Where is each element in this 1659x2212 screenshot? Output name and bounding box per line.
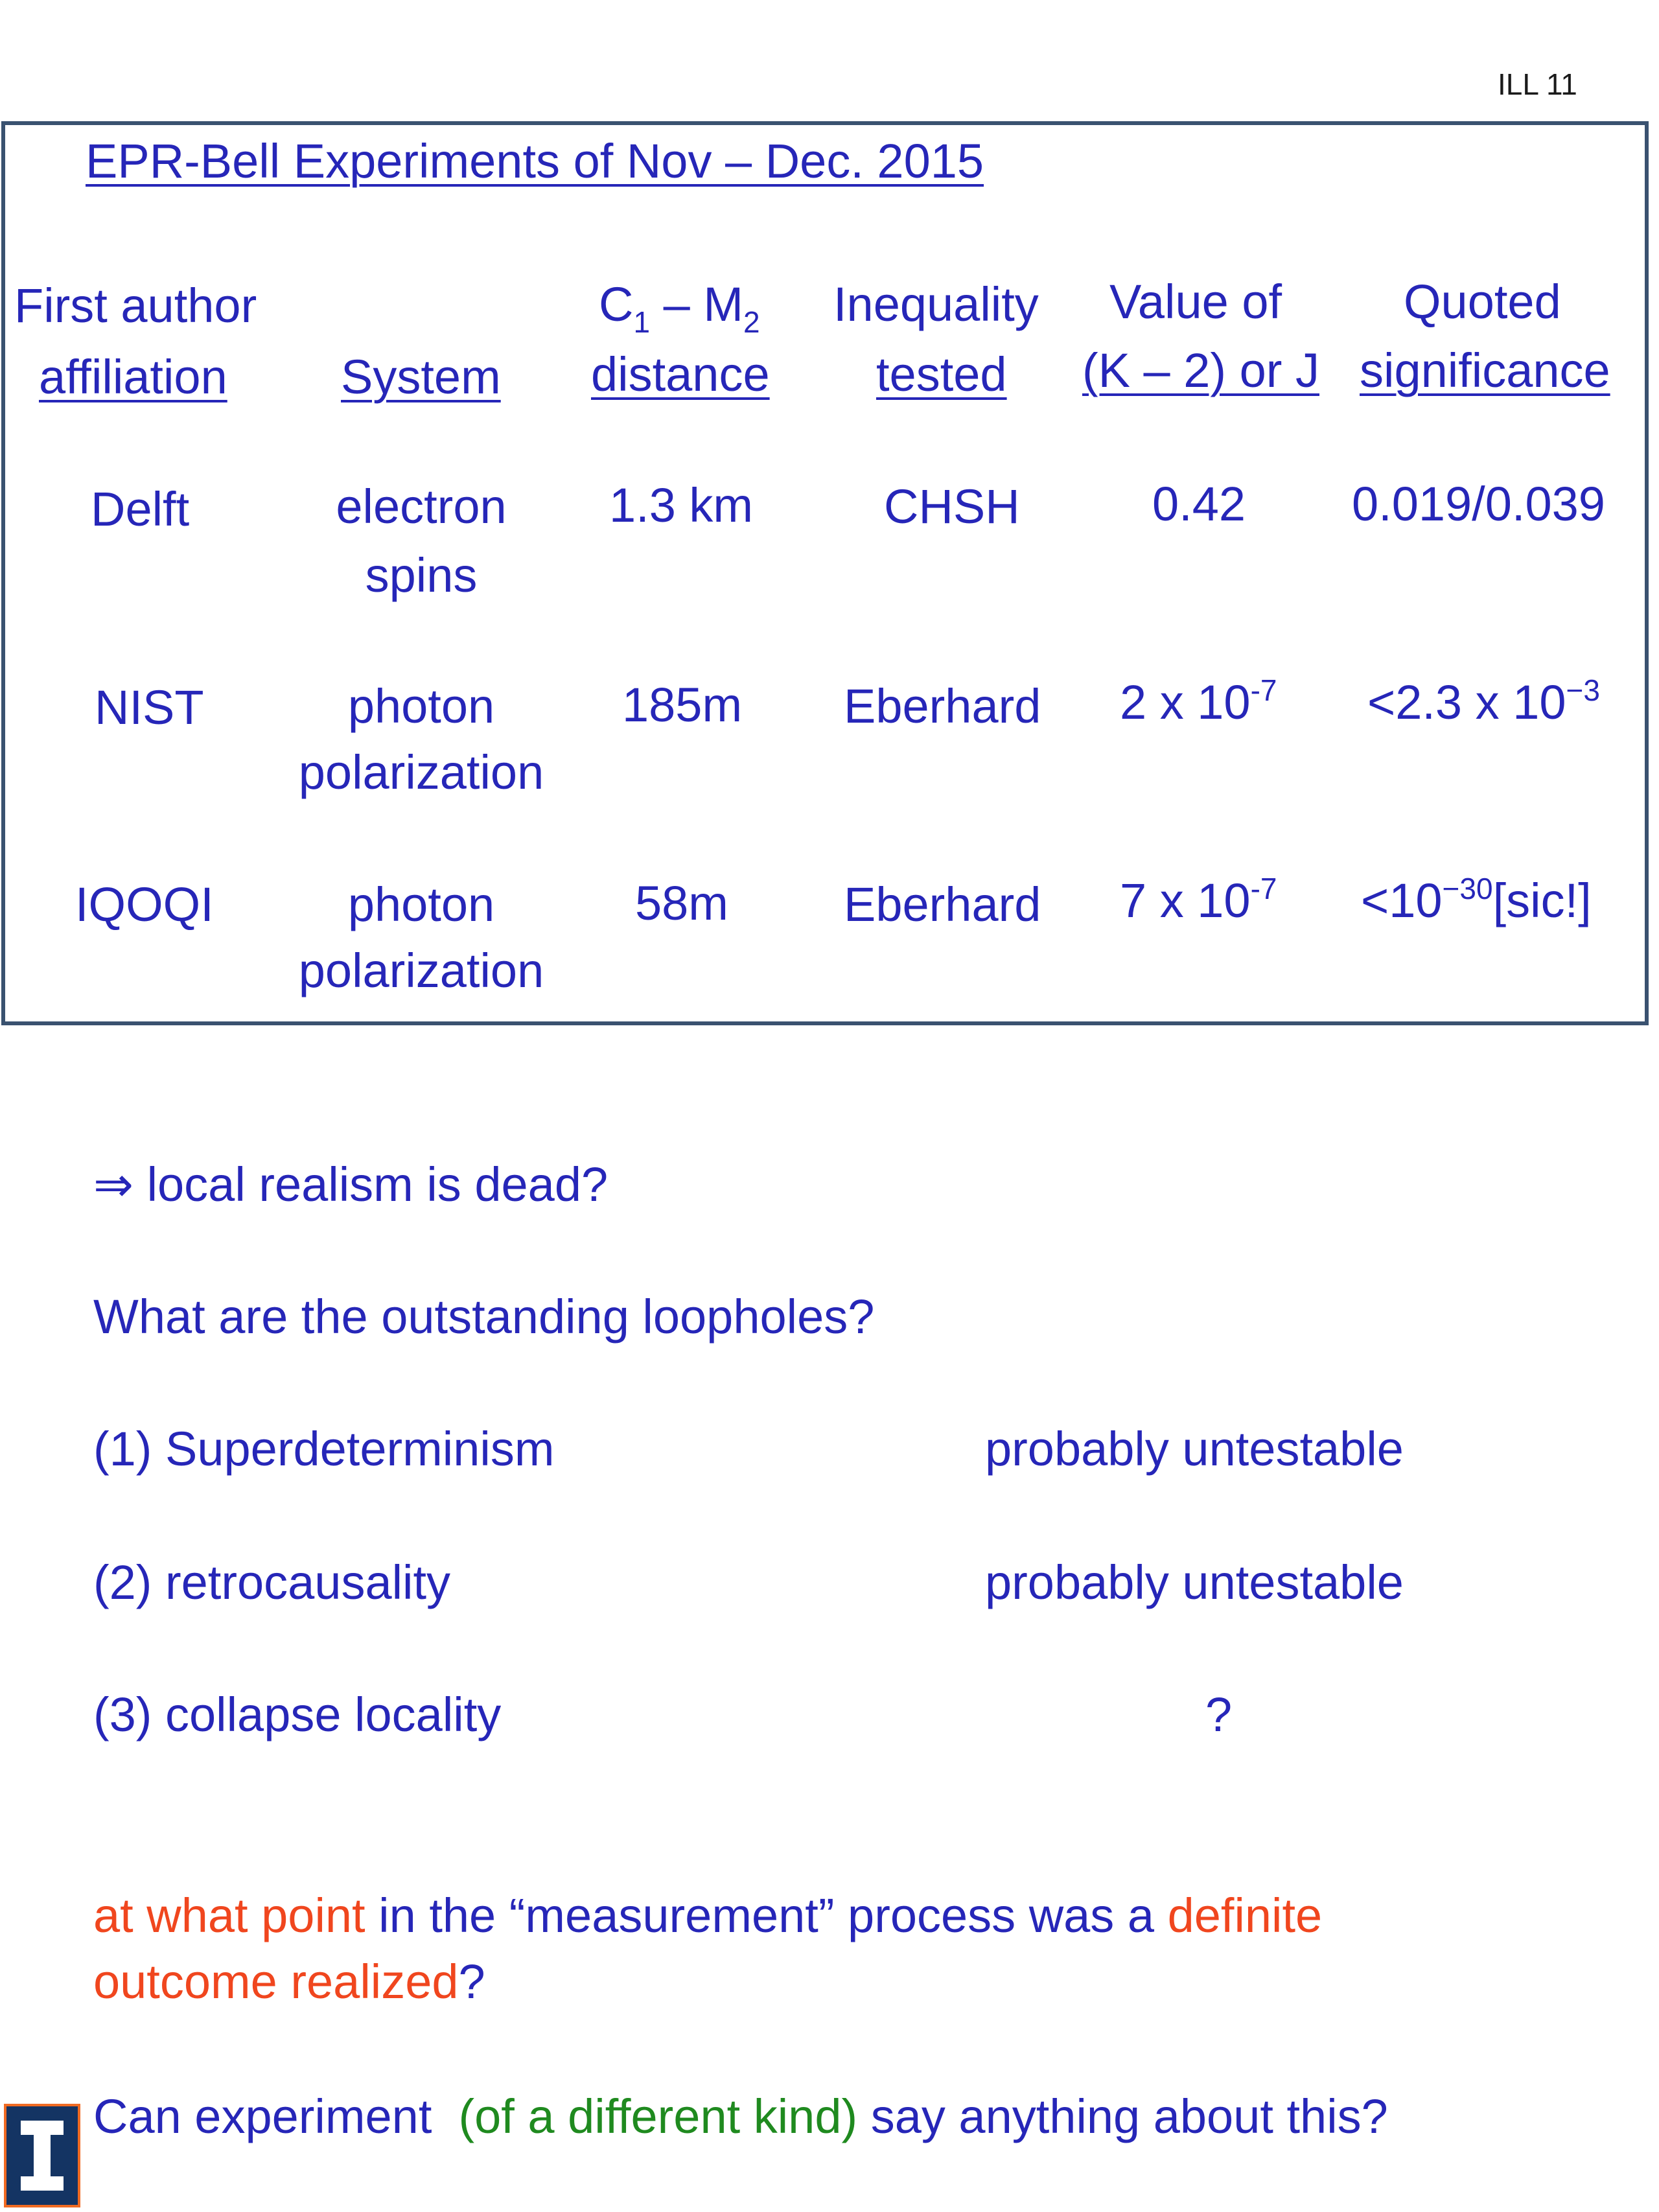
conclusion-text: ⇒ local realism is dead? [93, 1158, 609, 1211]
cell-system-line1: photon [347, 878, 495, 931]
loophole-status: probably untestable [985, 1555, 1404, 1609]
cell-value: 7 x $10^{-7}$ [1120, 872, 1277, 927]
header-inequality-line2: tested [876, 347, 1007, 401]
loophole-label: (2) retrocausality [93, 1555, 451, 1609]
question-text: What are the outstanding loopholes? [93, 1290, 875, 1344]
final-question: Can experiment (of a different kind) say anything about this? [93, 2090, 1388, 2143]
cell-author: NIST [95, 681, 204, 734]
header-value-line1: Value of [1109, 275, 1282, 329]
cell-value: 2 x $10^{-7}$ [1120, 673, 1277, 729]
loophole-status: ? [1205, 1688, 1233, 1741]
cell-system-line1: photon [347, 679, 495, 733]
cell-author: IQOQI [75, 878, 214, 931]
cell-inequality: CHSH [884, 480, 1020, 533]
header-author-line1: First author [14, 279, 257, 332]
measurement-question-line1: at what point in the “measurement” process was a definite [93, 1889, 1323, 1942]
measurement-question-line2: outcome realized? [93, 1955, 485, 2008]
header-system: System [341, 350, 501, 404]
header-author-line2: affiliation [39, 350, 227, 404]
cell-significance: 0.019/0.039 [1352, 477, 1605, 531]
cell-system-line2: spins [365, 548, 478, 602]
cell-value: 0.42 [1152, 477, 1246, 531]
cell-distance: 1.3 km [609, 478, 754, 532]
loophole-status: probably untestable [985, 1422, 1404, 1476]
cell-author: Delft [91, 482, 190, 536]
cell-system-line1: electron [336, 480, 507, 533]
cell-inequality: Eberhard [844, 878, 1041, 931]
header-significance-line1: Quoted [1404, 275, 1561, 329]
cell-system-line2: polarization [298, 745, 544, 799]
loophole-label: (3) collapse locality [93, 1688, 502, 1741]
slide-number: ILL 11 [1498, 67, 1577, 101]
cell-significance: <2.3 x $10^{-3}$ [1367, 673, 1600, 729]
cell-inequality: Eberhard [844, 679, 1041, 733]
slide-title: EPR-Bell Experiments of Nov – Dec. 2015 [86, 134, 984, 188]
header-significance-line2: significance [1360, 343, 1610, 397]
cell-distance: 185m [622, 678, 743, 732]
header-distance-line2: distance [591, 347, 770, 401]
cell-system-line2: polarization [298, 944, 544, 997]
header-value-line2: (K – 2) or J [1082, 343, 1319, 397]
header-inequality-line1: Inequality [833, 277, 1039, 331]
header-distance-line1: $C_1 - M_2$ [599, 277, 760, 339]
cell-distance: 58m [635, 876, 728, 930]
loophole-label: (1) Superdeterminism [93, 1422, 555, 1476]
cell-significance: $<10^{-30}[sic!]$ [1361, 872, 1592, 927]
university-block-i-logo-icon [4, 2104, 80, 2207]
